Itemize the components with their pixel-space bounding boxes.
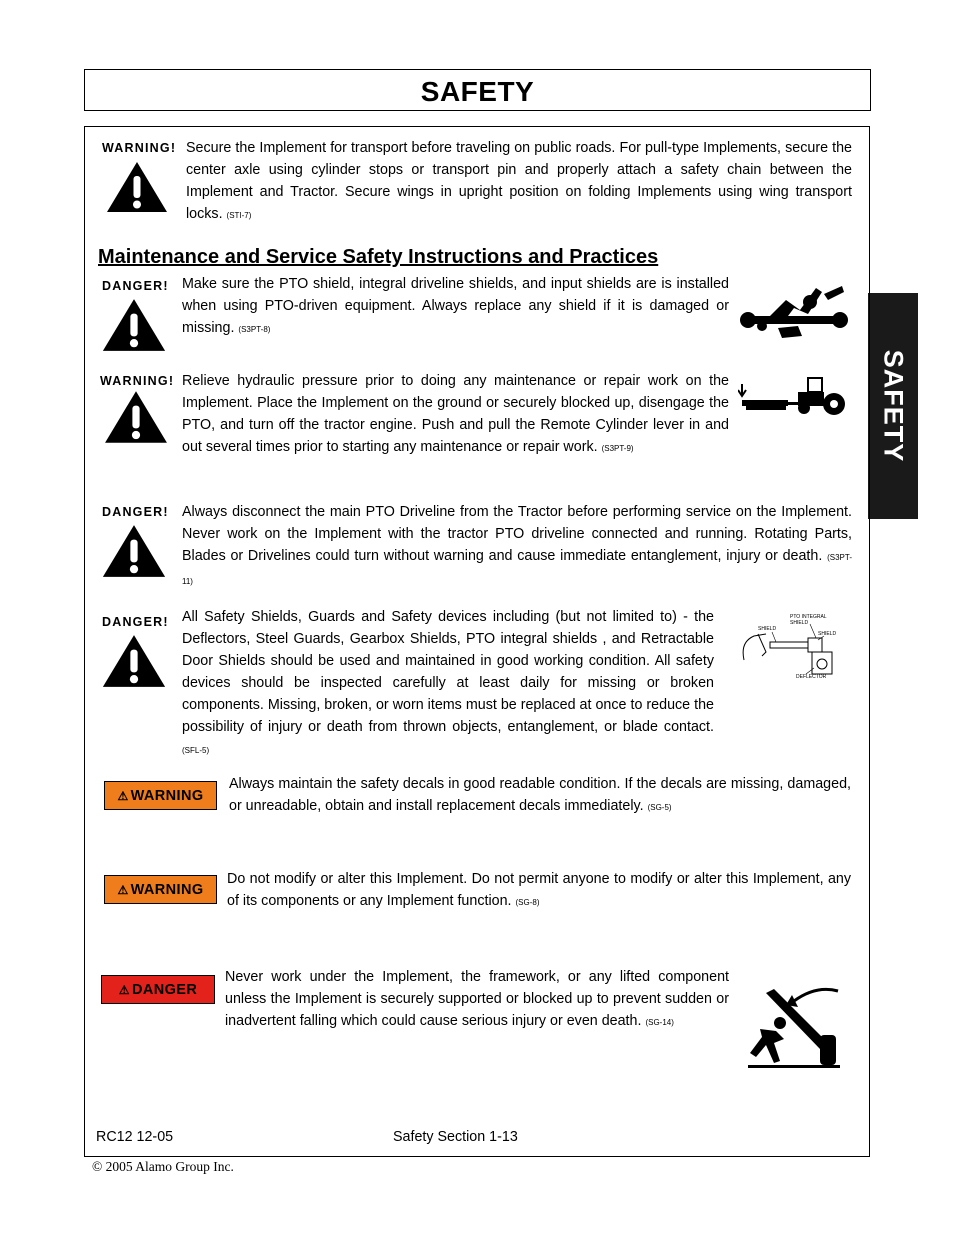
warning-triangle-icon: ⚠ xyxy=(117,788,129,803)
label-text: WARNING xyxy=(130,787,204,804)
signal-word-danger: DANGER! xyxy=(102,279,169,293)
safety-paragraph: Do not modify or alter this Implement. Do not permit anyone to modify or alter this Implement, any of its components or any Implement function. (SG-8) xyxy=(227,871,851,909)
diagram-label-shield: SHIELD xyxy=(818,631,837,637)
label-text: DANGER xyxy=(131,981,198,998)
page-title: SAFETY xyxy=(420,76,535,107)
side-tab-label: SAFETY xyxy=(878,349,909,463)
warning-triangle-icon xyxy=(103,389,169,445)
crushing-hazard-icon xyxy=(746,983,842,1069)
signal-word-danger: DANGER! xyxy=(102,615,169,629)
signal-word-warning: WARNING! xyxy=(102,141,177,155)
entanglement-hazard-icon xyxy=(738,280,850,342)
diagram-label-deflector: DEFLECTOR xyxy=(796,674,827,680)
warning-label-badge xyxy=(104,781,217,810)
section-heading: Maintenance and Service Safety Instructions and Practices xyxy=(98,246,659,268)
label-text: WARNING xyxy=(130,881,204,898)
diagram-label-shield: SHIELD xyxy=(758,626,777,632)
warning-triangle-icon: ⚠ xyxy=(118,982,130,997)
copyright: © 2005 Alamo Group Inc. xyxy=(92,1159,234,1174)
diagram-label-pto-shield: PTO INTEGRAL SHIELD xyxy=(790,614,827,626)
safety-paragraph: Relieve hydraulic pressure prior to doing any maintenance or repair work on the Implement. Place the Implement on the ground or securely blocked up, disengage the PTO, and turn off the tractor engine. Push and pull the Remote Cylinder lever in and out several times prior to starting any maintenance or repair work. (S3PT-9) xyxy=(182,373,729,455)
warning-triangle-icon xyxy=(105,160,169,214)
warning-triangle-icon xyxy=(100,297,168,353)
footer-section: Safety Section 1-13 xyxy=(393,1129,518,1145)
safety-paragraph: Secure the Implement for transport before traveling on public roads. For pull-type Implements, secure the center axle using cylinder stops or transport pin and properly attach a safety chain between the Implement and Tractor. Secure wings in upright position on folding Implements using wing transport locks. (STI-7) xyxy=(186,140,852,222)
safety-paragraph: Never work under the Implement, the framework, or any lifted component unless the Implement is securely supported or blocked up to prevent sudden or inadvertent falling which could cause serious injury or even death. (SG-14) xyxy=(225,969,729,1029)
danger-label-badge xyxy=(101,975,215,1004)
safety-paragraph: All Safety Shields, Guards and Safety devices including (but not limited to) - the Deflectors, Steel Guards, Gearbox Shields, PTO integral shields , and Retractable Door Shields should be used and maintained in good working condition. All safety devices should be inspected carefully at least daily for missing or broken components. Missing, broken, or worn items must be replaced at once to reduce the possibility of injury or death from thrown objects, entanglement, or blade contact. (SFL-5) xyxy=(182,609,714,755)
footer-model: RC12 12-05 xyxy=(96,1129,174,1145)
warning-label-badge xyxy=(104,875,217,904)
warning-triangle-icon xyxy=(100,523,168,579)
warning-triangle-icon: ⚠ xyxy=(117,882,129,897)
page-header xyxy=(84,69,871,111)
signal-word-warning: WARNING! xyxy=(100,374,175,388)
warning-triangle-icon xyxy=(100,633,168,689)
safety-paragraph: Always disconnect the main PTO Driveline from the Tractor before performing service on the Implement. Never work on the Implement with the tractor PTO driveline connected and running. Rotating Parts, Blades or Drivelines could turn without warning and cause immediate entanglement, injury or death. (S3PT-11) xyxy=(182,504,852,586)
signal-word-danger: DANGER! xyxy=(102,505,169,519)
section-side-tab xyxy=(868,293,918,519)
tractor-implement-icon xyxy=(738,374,850,420)
safety-paragraph: Make sure the PTO shield, integral driveline shields, and input shields are is installed when using PTO-driven equipment. Always replace any shield if it is damaged or missing. (S3PT-8) xyxy=(182,276,729,336)
safety-paragraph: Always maintain the safety decals in good readable condition. If the decals are missing, damaged, or unreadable, obtain and install replacement decals immediately. (SG-5) xyxy=(229,776,851,814)
shield-diagram xyxy=(736,612,848,684)
